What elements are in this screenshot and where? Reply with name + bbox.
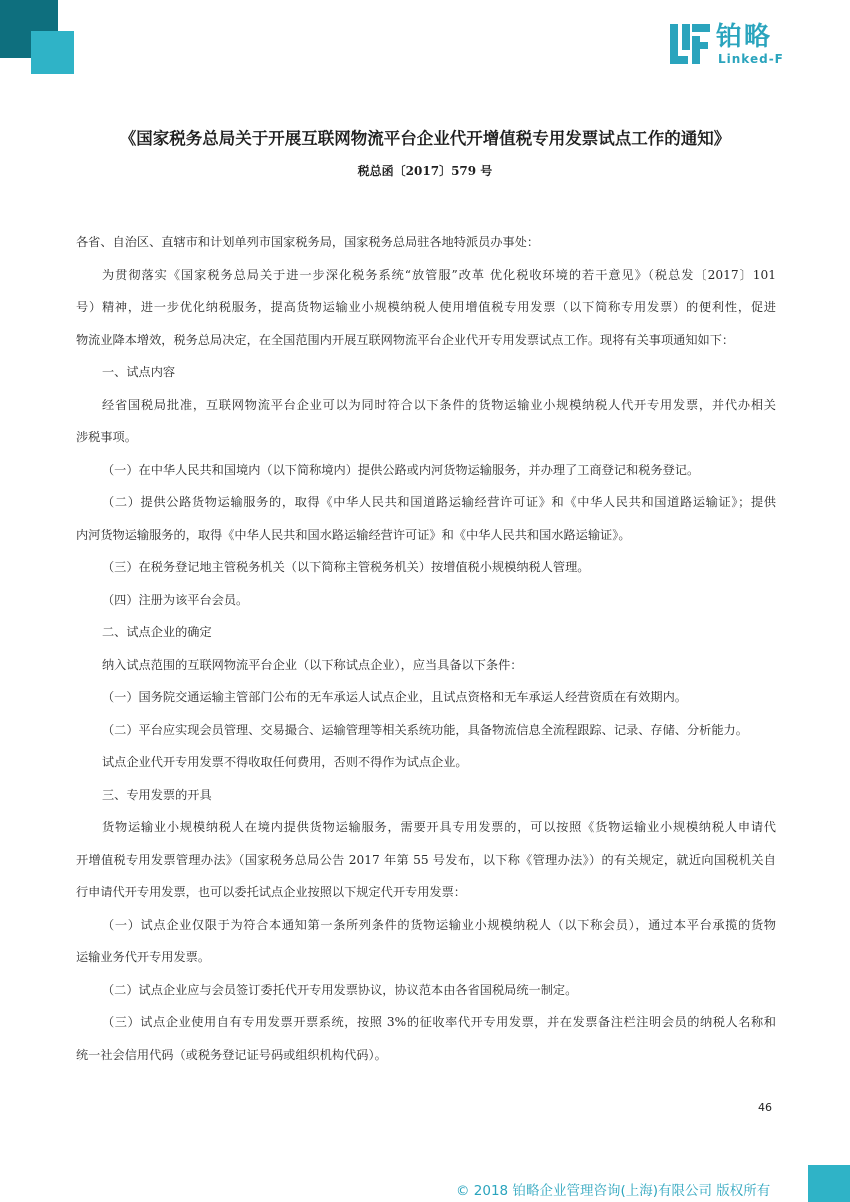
logo-mark-icon [668, 22, 712, 66]
paragraph-line: 二、试点企业的确定 [102, 625, 212, 639]
paragraph [76, 811, 776, 909]
paragraph-line: （三）在税务登记地主管税务机关（以下简称主管税务机关）按增值税小规模纳税人管理。 [102, 560, 590, 574]
footer-copyright: © 2018 铂略企业管理咨询(上海)有限公司 版权所有 [456, 1183, 771, 1199]
paragraph-line: 统一社会信用代码（或税务登记证号码或组织机构代码）。 [76, 1047, 387, 1062]
footer-accent-bar [808, 1165, 850, 1202]
paragraph [76, 486, 776, 551]
paragraph-line: 内河货物运输服务的，取得《中华人民共和国水路运输经营许可证》和《中华人民共和国水路运输证》。 [76, 527, 631, 542]
page-number: 46 [758, 1101, 772, 1114]
paragraph-line: 为贯彻落实《国家税务总局关于进一步深化税务系统“放管服”改革 优化税收环境的若干意见》（税总发〔2017〕101 [102, 267, 776, 282]
paragraph-line: 三、专用发票的开具 [102, 787, 212, 802]
paragraph-line: 涉税事项。 [76, 430, 137, 444]
paragraph [76, 389, 776, 454]
paragraph [76, 454, 776, 487]
paragraph [76, 259, 776, 357]
paragraph-line: （一）试点企业仅限于为符合本通知第一条所列条件的货物运输业小规模纳税人（以下称会员），通过本平台承揽的货物 [102, 917, 776, 932]
paragraph-line: 货物运输业小规模纳税人在境内提供货物运输服务，需要开具专用发票的，可以按照《货物运输业小规模纳税人申请代 [102, 820, 776, 834]
brand-name-en: Linked-F [718, 52, 784, 66]
paragraph [76, 649, 776, 682]
paragraph [76, 681, 776, 714]
paragraph-line: 一、试点内容 [102, 365, 176, 379]
brand-name-cn: 铂略 [716, 22, 773, 52]
paragraph-line: 经省国税局批准，互联网物流平台企业可以为同时符合以下条件的货物运输业小规模纳税人代开专用发票，并代办相关 [102, 397, 776, 412]
paragraph-line: （三）试点企业使用自有专用发票开票系统，按照 3%的征收率代开专用发票，并在发票备注栏注明会员的纳税人名称和 [102, 1015, 776, 1029]
paragraph-line: （二）平台应实现会员管理、交易撮合、运输管理等相关系统功能，具备物流信息全流程跟踪、记录、存储、分析能力。 [102, 722, 748, 737]
paragraph [76, 551, 776, 584]
paragraph [76, 779, 776, 812]
paragraph-line: 物流业降本增效，税务总局决定，在全国范围内开展互联网物流平台企业代开专用发票试点工作。现将有关事项通知如下： [76, 332, 735, 347]
brand-logo [668, 22, 798, 68]
paragraph-line: （一）国务院交通运输主管部门公布的无车承运人试点企业，且试点资格和无车承运人经营资质在有效期内。 [102, 690, 687, 704]
paragraph [76, 746, 776, 779]
paragraph-line: 运输业务代开专用发票。 [76, 950, 211, 964]
paragraph [76, 974, 776, 1007]
paragraph-line: （二）提供公路货物运输服务的，取得《中华人民共和国道路运输经营许可证》和《中华人民共和国道路运输证》；提供 [102, 495, 776, 509]
paragraph [76, 616, 776, 649]
paragraph-line: 纳入试点范围的互联网物流平台企业（以下称试点企业），应当具备以下条件： [102, 657, 523, 672]
paragraph [76, 356, 776, 389]
paragraph-line: 开增值税专用发票管理办法》（国家税务总局公告 2017 年第 55 号发布，以下称《管理办法》）的有关规定，就近向国税机关自 [76, 852, 776, 867]
paragraph [76, 909, 776, 974]
paragraph [76, 226, 776, 259]
paragraph-line: （二）试点企业应与会员签订委托代开专用发票协议，协议范本由各省国税局统一制定。 [102, 982, 578, 997]
corner-decoration-light [31, 31, 74, 74]
document-title: 《国家税务总局关于开展互联网物流平台企业代开增值税专用发票试点工作的通知》 [119, 129, 731, 148]
paragraph-line: （四）注册为该平台会员。 [102, 592, 249, 607]
paragraph-line: 各省、自治区、直辖市和计划单列市国家税务局，国家税务总局驻各地特派员办事处： [76, 235, 540, 249]
paragraph [76, 1006, 776, 1071]
paragraph [76, 714, 776, 747]
paragraph-line: 试点企业代开专用发票不得收取任何费用，否则不得作为试点企业。 [102, 755, 468, 769]
paragraph-line: 行申请代开专用发票，也可以委托试点企业按照以下规定代开专用发票： [76, 885, 466, 899]
paragraph-line: （一）在中华人民共和国境内（以下简称境内）提供公路或内河货物运输服务，并办理了工商登记和税务登记。 [102, 462, 700, 477]
paragraph [76, 584, 776, 617]
document-number: 税总函〔2017〕579 号 [357, 164, 493, 178]
paragraph-line: 号）精神，进一步优化纳税服务，提高货物运输业小规模纳税人使用增值税专用发票（以下简称专用发票）的便利性，促进 [76, 300, 776, 314]
